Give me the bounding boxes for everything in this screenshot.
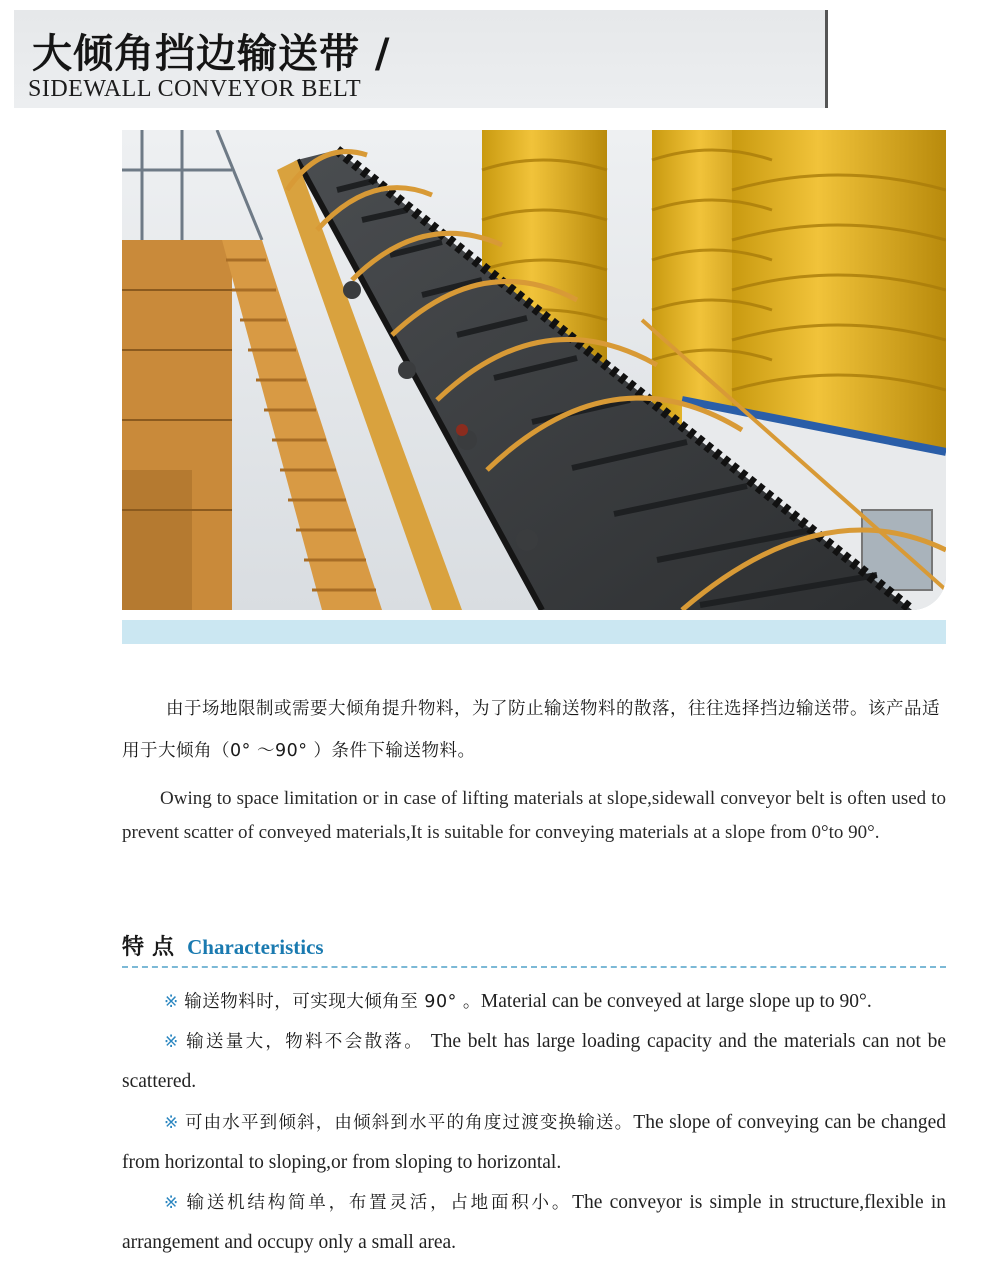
feature-text-chinese: 输送量大，物料不会散落。 (186, 1032, 425, 1052)
characteristics-title-english: Characteristics (187, 935, 324, 959)
feature-text-chinese: 输送机结构简单，布置灵活，占地面积小。 (186, 1193, 573, 1213)
feature-text-english: The slope of conveying can be changed from horizontal to sloping,or from sloping to horizontal. (122, 1112, 946, 1173)
photo-caption-bar (122, 620, 946, 644)
intro-chinese: 由于场地限制或需要大倾角提升物料，为了防止输送物料的散落，往往选择挡边输送带。该产品适用于大倾角（0° ～90° ）条件下输送物料。 (122, 699, 940, 761)
header-divider (825, 10, 828, 108)
intro-english: Owing to space limitation or in case of lifting materials at slope,sidewall conveyor belt is often used to prevent scatter of conveyed materials,It is suitable for conveying materials at a slope from 0°to 90°. (122, 788, 946, 843)
title-banner (14, 10, 826, 108)
reference-mark-icon: ※ (164, 1113, 179, 1133)
feature-text-english: The conveyor is simple in structure,flexible in arrangement and occupy only a small area. (122, 1192, 946, 1253)
section-divider (122, 966, 946, 968)
feature-item (122, 1183, 946, 1263)
feature-text-chinese: 输送物料时，可实现大倾角至 90° 。 (184, 992, 481, 1012)
characteristics-heading (122, 930, 324, 961)
reference-mark-icon: ※ (164, 1032, 181, 1052)
feature-text-english: The belt has large loading capacity and the materials can not be scattered. (122, 1031, 946, 1092)
page-title-english: SIDEWALL CONVEYOR BELT (28, 76, 362, 102)
feature-item (122, 982, 946, 1022)
feature-item (122, 1103, 946, 1183)
feature-text-chinese: 可由水平到倾斜，由倾斜到水平的角度过渡变换输送。 (184, 1113, 634, 1133)
feature-item (122, 1022, 946, 1102)
conveyor-photo (122, 130, 946, 610)
characteristics-title-chinese: 特点 (122, 935, 183, 960)
page-title-chinese: 大倾角挡边输送带 / (32, 31, 391, 77)
reference-mark-icon: ※ (164, 1193, 181, 1213)
reference-mark-icon: ※ (164, 992, 179, 1012)
feature-text-english: Material can be conveyed at large slope up to 90°. (480, 991, 872, 1012)
